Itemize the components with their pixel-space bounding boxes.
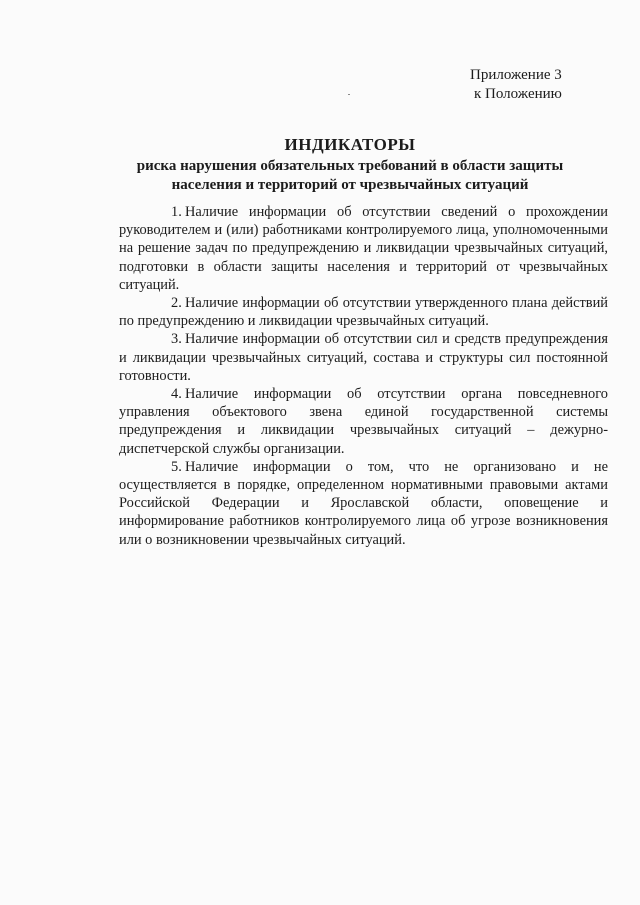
indicator-list — [119, 203, 608, 549]
subtitle-line-2: населения и территорий от чрезвычайных ситуаций — [171, 177, 529, 193]
indicator-number: 4. — [171, 386, 182, 403]
indicator-text: Наличие информации об отсутствии утвержденного плана действий по предупреждению и ликвидации чрезвычайных ситуаций. — [119, 295, 608, 330]
indicator-item — [119, 385, 608, 458]
appendix-regulation-ref: к Положению — [474, 86, 562, 102]
indicator-number: 2. — [171, 295, 182, 312]
indicator-text: Наличие информации об отсутствии сил и средств предупреждения и ликвидации чрезвычайных ситуаций, состава и структуры сил постоянной готовности. — [119, 331, 608, 384]
indicator-text: Наличие информации об отсутствии органа повседневного управления объектового звена единой государственной системы предупреждения и ликвидации чрезвычайных ситуаций – дежурно-диспетчерской службы организации. — [119, 386, 608, 457]
indicator-text: Наличие информации об отсутствии сведений о прохождении руководителем и (или) работниками контролируемого лица, уполномоченными на решение задач по предупреждению и ликвидации чрезвычайных ситуаций, подготовки в области защиты населения и территорий от чрезвычайных ситуаций. — [119, 204, 608, 293]
appendix-number: Приложение 3 — [470, 67, 562, 83]
scan-speck — [348, 94, 350, 95]
indicator-number: 3. — [171, 331, 182, 348]
subtitle-line-1: риска нарушения обязательных требований в области защиты — [136, 158, 564, 174]
document-heading — [100, 134, 600, 195]
indicator-item — [119, 330, 608, 385]
indicator-number: 1. — [171, 204, 182, 220]
indicator-number: 5. — [171, 458, 182, 475]
indicator-item — [119, 458, 608, 549]
document-subtitle — [100, 157, 600, 195]
indicator-text: Наличие информации о том, что не организовано и не осуществляется в порядке, определенном нормативными правовыми актами Российской Федерации и Ярославской области, оповещение и информирование работников контролируемого лица об угрозе возникновения или о возникновении чрезвычайных ситуаций. — [119, 458, 608, 548]
indicator-item — [119, 294, 608, 330]
appendix-reference — [470, 66, 600, 104]
indicator-item — [119, 203, 608, 294]
document-title: ИНДИКАТОРЫ — [284, 135, 416, 154]
